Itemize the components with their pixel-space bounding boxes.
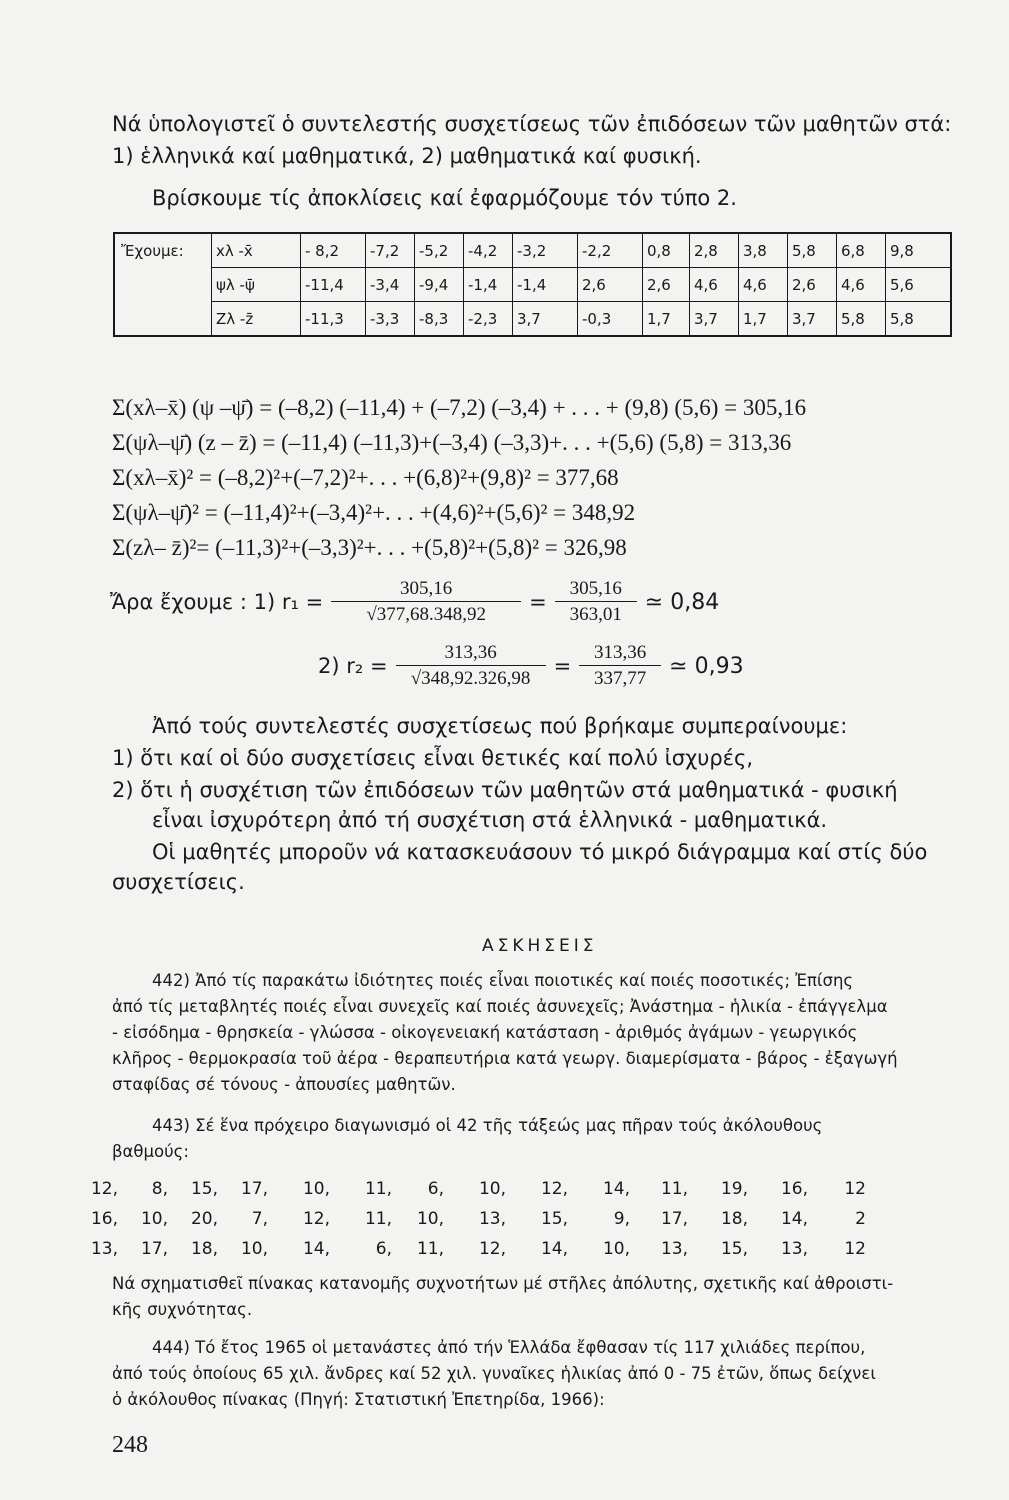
table-cell: -2,3: [464, 302, 513, 337]
table-cell: 5,8: [788, 233, 837, 268]
grade: 11,: [660, 1179, 688, 1199]
numerator: 305,16: [555, 578, 637, 602]
table-cell: -9,4: [415, 268, 464, 302]
table-cell: 0,8: [643, 233, 690, 268]
intro-line-2: 1) ἑλληνικά καί μαθηματικά, 2) μαθηματικά καί φυσική.: [112, 144, 702, 168]
grade: 12,: [90, 1179, 118, 1199]
row-header: Zλ -z̄: [212, 302, 301, 337]
grade: 10,: [602, 1239, 630, 1259]
table-row: [114, 302, 951, 337]
ex442-line-5: σταφίδας σέ τόνους - ἀπουσίες μαθητῶν.: [112, 1075, 456, 1094]
grade: 13,: [660, 1239, 688, 1259]
grade: 14,: [302, 1239, 330, 1259]
table-label: Ἔχουμε:: [114, 233, 212, 268]
table-cell: 2,6: [788, 268, 837, 302]
ex442-line-4: κλῆρος - θερμοκρασία τοῦ ἀέρα - θεραπευτήρια κατά γεωργ. διαμερίσματα - βάρος - ἐξαγωγή: [112, 1049, 898, 1068]
sum-line-3: Σ(xλ–x̄)² = (–8,2)²+(–7,2)²+. . . +(6,8)²+(9,8)² = 377,68: [112, 465, 619, 490]
exercises-heading: ΑΣΚΗΣΕΙΣ: [482, 936, 598, 956]
table-cell: 3,8: [739, 233, 788, 268]
grade: 14,: [540, 1239, 568, 1259]
grade: 9,: [613, 1209, 630, 1229]
grade: 14,: [780, 1209, 808, 1229]
grade: 8,: [151, 1179, 168, 1199]
table-cell: 3,7: [513, 302, 578, 337]
conclusion-line-1: Ἀπό τούς συντελεστές συσχετίσεως πού βρήκαμε συμπεραίνουμε:: [152, 714, 848, 738]
table-cell: 5,6: [886, 268, 952, 302]
table-cell: - 8,2: [301, 233, 366, 268]
grade: 19,: [720, 1179, 748, 1199]
fraction: [396, 642, 546, 690]
grade: 10,: [140, 1209, 168, 1229]
grade: 17,: [240, 1179, 268, 1199]
conclusion-line-4: εἶναι ἰσχυρότερη ἀπό τή συσχέτιση στά ἑλληνικά - μαθηματικά.: [152, 808, 828, 832]
grade: 13,: [478, 1209, 506, 1229]
table-cell: 6,8: [837, 233, 886, 268]
numerator: 305,16: [331, 578, 521, 602]
grade: 11,: [364, 1179, 392, 1199]
intro-line-1: Νά ὑπολογιστεῖ ὁ συντελεστής συσχετίσεως τῶν ἐπιδόσεων τῶν μαθητῶν στά:: [112, 112, 952, 136]
table-cell: 1,7: [739, 302, 788, 337]
table-row: [114, 233, 951, 268]
ex442-line-2: ἀπό τίς μεταβλητές ποιές εἶναι συνεχεῖς καί ποιές ἀσυνεχεῖς; Ἀνάστημα - ἡλικία - ἐπάγγελμα: [112, 997, 888, 1016]
table-cell: -1,4: [513, 268, 578, 302]
conclusion-line-3: 2) ὅτι ἡ συσχέτιση τῶν ἐπιδόσεων τῶν μαθητῶν στά μαθηματικά - φυσική: [112, 778, 898, 802]
equals: =: [529, 590, 547, 614]
grade: 10,: [302, 1179, 330, 1199]
numerator: 313,36: [396, 642, 546, 666]
fraction: [579, 642, 661, 690]
intro-line-3: Βρίσκουμε τίς ἀποκλίσεις καί ἐφαρμόζουμε τόν τύπο 2.: [152, 186, 737, 210]
table-cell: -8,3: [415, 302, 464, 337]
grade: 6,: [427, 1179, 444, 1199]
grade: 11,: [416, 1239, 444, 1259]
grade: 2: [855, 1209, 866, 1229]
grade: 12: [844, 1239, 866, 1259]
fraction: [555, 578, 637, 626]
table-cell: 4,6: [690, 268, 739, 302]
grade: 12,: [302, 1209, 330, 1229]
table-cell: 5,8: [837, 302, 886, 337]
row-header: xλ -x̄: [212, 233, 301, 268]
table-cell: -7,2: [366, 233, 415, 268]
grade: 17,: [140, 1239, 168, 1259]
sum-line-4: Σ(ψλ–ψ̄)² = (–11,4)²+(–3,4)²+. . . +(4,6)²+(5,6)² = 348,92: [112, 500, 636, 525]
grade: 11,: [364, 1209, 392, 1229]
table-cell: -4,2: [464, 233, 513, 268]
grade: 18,: [720, 1209, 748, 1229]
denominator: √348,92.326,98: [410, 668, 531, 689]
deviation-table: [113, 232, 952, 337]
denominator: √377,68.348,92: [366, 604, 487, 625]
formula-r2: [318, 642, 744, 690]
table-cell: 2,6: [643, 268, 690, 302]
table-cell: -11,4: [301, 268, 366, 302]
equals: =: [553, 654, 572, 678]
grade: 10,: [478, 1179, 506, 1199]
row-header: ψλ -ψ̄: [212, 268, 301, 302]
ex444-line-3: ὁ ἀκόλουθος πίνακας (Πηγή: Στατιστική Ἐπετηρίδα, 1966):: [112, 1390, 605, 1409]
ex444-line-2: ἀπό τούς ὁποίους 65 χιλ. ἄνδρες καί 52 χιλ. γυναῖκες ἡλικίας ἀπό 0 - 75 ἐτῶν, ὅπως δείχνει: [112, 1364, 876, 1383]
numerator: 313,36: [579, 642, 661, 666]
result-r1: ≃ 0,84: [644, 589, 720, 615]
table-cell: -0,3: [578, 302, 643, 337]
table-cell: 3,7: [690, 302, 739, 337]
formula-r1: [110, 578, 719, 626]
table-cell: 2,8: [690, 233, 739, 268]
table-cell: -1,4: [464, 268, 513, 302]
grade: 15,: [190, 1179, 218, 1199]
grade: 15,: [720, 1239, 748, 1259]
grade: 12: [844, 1179, 866, 1199]
fraction: [331, 578, 521, 626]
grade: 7,: [251, 1209, 268, 1229]
table-cell: -3,2: [513, 233, 578, 268]
conclusion-line-2: 1) ὅτι καί οἱ δύο συσχετίσεις εἶναι θετικές καί πολύ ἰσχυρές,: [112, 746, 754, 770]
grade: 20,: [190, 1209, 218, 1229]
grade: 13,: [90, 1239, 118, 1259]
sum-line-5: Σ(zλ– z̄)²= (–11,3)²+(–3,3)²+. . . +(5,8)²+(5,8)² = 326,98: [112, 535, 627, 560]
grades-row-3: [68, 1237, 866, 1262]
conclusion-line-5: Οἱ μαθητές μποροῦν νά κατασκευάσουν τό μικρό διάγραμμα καί στίς δύο: [152, 840, 928, 864]
grade: 6,: [375, 1239, 392, 1259]
denominator: 337,77: [594, 668, 647, 689]
ex443-task-line-2: κῆς συχνότητας.: [112, 1300, 253, 1319]
grade: 10,: [240, 1239, 268, 1259]
sum-line-1: Σ(xλ–x̄) (ψ –ψ̄) = (–8,2) (–11,4) + (–7,2) (–3,4) + . . . + (9,8) (5,6) = 305,16: [112, 395, 807, 420]
grade: 16,: [90, 1209, 118, 1229]
sum-line-2: Σ(ψλ–ψ̄) (z – z̄) = (–11,4) (–11,3)+(–3,4) (–3,3)+. . . +(5,6) (5,8) = 313,36: [112, 430, 792, 455]
table-cell: -2,2: [578, 233, 643, 268]
grade: 13,: [780, 1239, 808, 1259]
table-cell: 4,6: [837, 268, 886, 302]
ex442-line-1: 442) Ἀπό τίς παρακάτω ἰδιότητες ποιές εἶναι ποιοτικές καί ποιές ποσοτικές; Ἐπίσης: [152, 971, 854, 990]
formula-r2-prefix: 2) r₂ =: [318, 654, 388, 678]
ex442-line-3: - εἰσόδημα - θρησκεία - γλώσσα - οἰκογενειακή κατάσταση - ἀριθμός ἀγάμων - γεωργικός: [112, 1023, 858, 1042]
table-cell: 1,7: [643, 302, 690, 337]
table-cell: 4,6: [739, 268, 788, 302]
grade: 17,: [660, 1209, 688, 1229]
ex443-line-2: βαθμούς:: [112, 1142, 189, 1161]
table-cell: -5,2: [415, 233, 464, 268]
ex443-task-line-1: Νά σχηματισθεῖ πίνακας κατανομῆς συχνοτήτων μέ στῆλες ἀπόλυτης, σχετικῆς καί ἀθροιστι-: [112, 1274, 894, 1293]
table-cell: 5,8: [886, 302, 952, 337]
grade: 18,: [190, 1239, 218, 1259]
formula-r1-prefix: Ἄρα ἔχουμε : 1) r₁ =: [110, 590, 324, 614]
grades-row-2: [68, 1207, 866, 1232]
table-cell: -3,4: [366, 268, 415, 302]
denominator: 363,01: [569, 604, 622, 625]
result-r2: ≃ 0,93: [669, 653, 744, 679]
conclusion-line-6: συσχετίσεις.: [112, 870, 245, 894]
grade: 15,: [540, 1209, 568, 1229]
table-row: [114, 268, 951, 302]
table-cell: -11,3: [301, 302, 366, 337]
grade: 10,: [416, 1209, 444, 1229]
grade: 12,: [478, 1239, 506, 1259]
table-cell: 9,8: [886, 233, 952, 268]
ex443-line-1: 443) Σέ ἕνα πρόχειρο διαγωνισμό οἱ 42 τῆς τάξεώς μας πῆραν τούς ἀκόλουθους: [152, 1116, 823, 1135]
page-number: 248: [112, 1432, 148, 1458]
table-cell: 3,7: [788, 302, 837, 337]
ex444-line-1: 444) Τό ἔτος 1965 οἱ μετανάστες ἀπό τήν Ἑλλάδα ἔφθασαν τίς 117 χιλιάδες περίπου,: [152, 1338, 866, 1357]
grade: 16,: [780, 1179, 808, 1199]
table-cell: 2,6: [578, 268, 643, 302]
grade: 12,: [540, 1179, 568, 1199]
grade: 14,: [602, 1179, 630, 1199]
grades-row-1: [68, 1177, 866, 1202]
table-cell: -3,3: [366, 302, 415, 337]
